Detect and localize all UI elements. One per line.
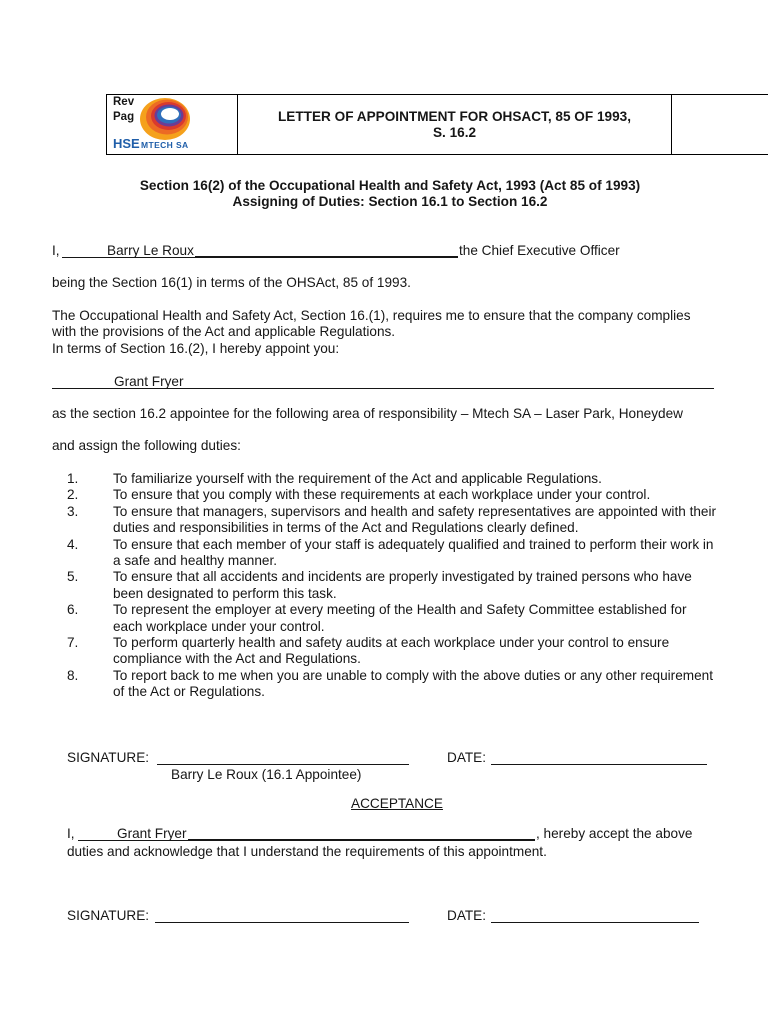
duty-number: 2.	[67, 487, 79, 503]
duty-text	[113, 569, 692, 602]
acceptance-prefix: I,	[67, 826, 75, 841]
section-reference-text: being the Section 16(1) in terms of the OHSAct, 85 of 1993.	[52, 275, 411, 290]
acceptance-heading: ACCEPTANCE	[351, 796, 443, 811]
revision-label: Rev	[113, 96, 135, 108]
acceptor-signature-label: SIGNATURE:	[67, 908, 150, 923]
list-item	[67, 537, 747, 570]
duty-number: 8.	[67, 667, 79, 683]
duty-number: 6.	[67, 602, 79, 618]
area-of-responsibility: as the section 16.2 appointee for the following area of responsibility – Mtech SA – Laser Park, Honeydew	[52, 406, 683, 421]
duty-line: To perform quarterly health and safety audits at each workplace under your control to ensure	[113, 635, 670, 651]
duty-line: To familiarize yourself with the requirement of the Act and applicable Regulations.	[113, 471, 602, 486]
list-item	[67, 602, 747, 635]
section-heading: Section 16(2) of the Occupational Health and Safety Act, 1993 (Act 85 of 1993)	[139, 178, 641, 193]
logo-text-hse: HSE	[113, 136, 140, 151]
acceptor-name: Grant Fryer	[117, 826, 187, 841]
act-requirement-line-1: The Occupational Health and Safety Act, Section 16.(1), requires me to ensure that the company complies	[52, 308, 691, 323]
page-label: Pag	[113, 111, 135, 123]
duty-line: To ensure that all accidents and incidents are properly investigated by trained persons who have	[113, 569, 692, 585]
duty-number: 1.	[67, 471, 79, 486]
duties-intro: and assign the following duties:	[52, 438, 241, 453]
acceptance-statement-line-1: , hereby accept the above	[536, 826, 693, 841]
duty-number: 4.	[67, 536, 79, 552]
section-subheading: Assigning of Duties: Section 16.1 to Section 16.2	[232, 194, 548, 209]
duty-text	[113, 537, 713, 570]
duty-line: a safe and healthy manner.	[113, 553, 277, 569]
hsemtech-logo-icon	[139, 95, 193, 141]
duty-line: To report back to me when you are unable to comply with the above duties or any other requirement	[113, 667, 713, 683]
header-revision-cell	[107, 95, 238, 154]
appointer-signature-line	[157, 750, 409, 765]
act-requirement-line-2: with the provisions of the Act and applicable Regulations.	[52, 324, 396, 339]
acceptor-name-blank	[78, 826, 188, 841]
duty-text	[113, 504, 716, 537]
duty-text	[113, 635, 669, 668]
duty-text	[113, 668, 713, 701]
duties-list	[67, 471, 747, 701]
list-item	[67, 668, 747, 701]
list-item	[67, 487, 747, 503]
appointer-title: the Chief Executive Officer	[459, 243, 620, 258]
duty-line: compliance with the Act and Regulations.	[113, 651, 361, 667]
document-header-table	[106, 94, 768, 155]
appointer-name: Barry Le Roux	[107, 243, 194, 258]
list-item	[67, 504, 747, 537]
appointer-prefix: I,	[52, 243, 60, 258]
duty-text	[113, 471, 602, 487]
duty-number: 7.	[67, 635, 79, 651]
acceptor-date-line	[491, 908, 699, 923]
duty-text	[113, 487, 650, 503]
duty-line: of the Act or Regulations.	[113, 684, 265, 700]
document-title-line-1: LETTER OF APPOINTMENT FOR OHSACT, 85 OF 1993,	[278, 108, 631, 124]
list-item	[67, 635, 747, 668]
appointee-name-blank	[52, 374, 714, 389]
logo-text-mtech: MTECH SA	[141, 140, 189, 150]
duty-line: each workplace under your control.	[113, 618, 325, 634]
appointer-signature-label: SIGNATURE:	[67, 750, 150, 765]
duty-line: To represent the employer at every meeting of the Health and Safety Committee established for	[113, 602, 687, 618]
document-title-line-2: S. 16.2	[432, 124, 477, 140]
acceptance-statement-line-2: duties and acknowledge that I understand the requirements of this appointment.	[67, 844, 547, 859]
duty-line: To ensure that each member of your staff is adequately qualified and trained to perform their work in	[113, 536, 714, 552]
appointment-statement: In terms of Section 16.(2), I hereby appoint you:	[52, 341, 340, 356]
acceptor-name-underline	[188, 826, 535, 841]
acceptor-date-label: DATE:	[447, 908, 487, 923]
appointer-name-underline	[195, 243, 458, 258]
list-item	[67, 569, 747, 602]
duty-line: been designated to perform this task.	[113, 585, 337, 601]
duty-line: To ensure that you comply with these requirements at each workplace under your control.	[113, 487, 651, 503]
appointer-name-blank	[62, 243, 195, 258]
duty-number: 3.	[67, 503, 79, 519]
acceptor-signature-line	[155, 908, 409, 923]
appointee-name: Grant Fryer	[114, 374, 184, 389]
duty-number: 5.	[67, 569, 79, 585]
duty-line: duties and responsibilities in terms of the Act and Regulations clearly defined.	[113, 520, 579, 536]
duty-text	[113, 602, 687, 635]
header-title-cell	[238, 95, 672, 154]
appointer-date-label: DATE:	[447, 750, 487, 765]
appointer-date-line	[491, 750, 707, 765]
duty-line: To ensure that managers, supervisors and health and safety representatives are appointed with their	[113, 503, 717, 519]
list-item	[67, 471, 747, 487]
header-empty-cell	[672, 95, 768, 154]
appointer-signature-caption: Barry Le Roux (16.1 Appointee)	[171, 767, 362, 782]
